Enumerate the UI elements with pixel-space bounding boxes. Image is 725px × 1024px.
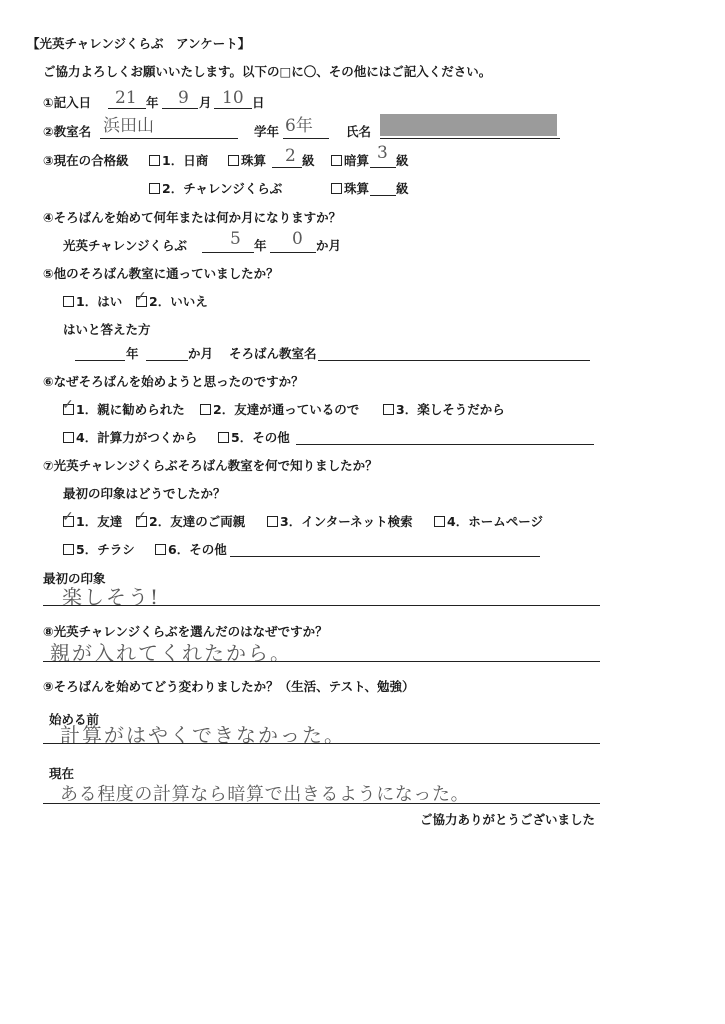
q8-answer[interactable]: 親が入れてくれたから。 — [50, 641, 292, 665]
q4-months-unit: か月 — [316, 238, 342, 253]
q3-anzan[interactable]: 暗算 — [331, 153, 369, 169]
q3-opt1[interactable]: 1．日商 — [149, 153, 208, 169]
q1-month-value[interactable]: 9 — [178, 88, 189, 108]
q3-anzan-level[interactable]: 3 — [377, 143, 388, 163]
check-mark-icon: ✓ — [135, 509, 147, 525]
q7-opt1-checkbox[interactable] — [62, 509, 74, 527]
q4-years-unit: 年 — [254, 238, 267, 253]
before-label: 始める前 — [49, 712, 100, 727]
q6-opt1[interactable]: ✓ 1．親に勧められた — [62, 397, 185, 417]
q7-opt1[interactable]: ✓ 1．友達 — [62, 509, 123, 529]
q1-year-unit: 年 — [146, 95, 159, 110]
q5-opt2-checkbox[interactable] — [135, 289, 147, 307]
closing-text: ご協力ありがとうございました — [420, 812, 596, 827]
q7-opt4-checkbox[interactable] — [434, 516, 445, 527]
before-answer[interactable]: 計算がはやくできなかった。 — [60, 723, 346, 747]
impression-label: 最初の印象 — [43, 571, 106, 586]
q8-label: ⑧光英チャレンジくらぶを選んだのはなぜですか？ — [43, 624, 328, 639]
q7-opt5[interactable]: 5．チラシ — [63, 542, 135, 558]
q6-opt3[interactable]: 3．楽しそうだから — [383, 402, 505, 418]
q1-label: ①記入日 — [43, 95, 92, 110]
now-answer[interactable]: ある程度の計算なら暗算で出きるようになった。 — [60, 784, 470, 805]
q3-soroban-level[interactable]: 2 — [285, 146, 296, 166]
q6-opt2-checkbox[interactable] — [200, 404, 211, 415]
q3-opt2[interactable]: 2．チャレンジくらぶ — [149, 181, 282, 197]
name-redaction — [380, 114, 557, 136]
q3-soroban2-checkbox[interactable] — [331, 183, 342, 194]
q5-opt2[interactable]: ✓ 2．いいえ — [135, 289, 208, 309]
q2-grade-label: 学年 — [254, 124, 280, 139]
q2-classroom-label: ②教室名 — [43, 124, 92, 139]
q7-sub-label: 最初の印象はどうでしたか？ — [63, 486, 226, 501]
q3-anzan-checkbox[interactable] — [331, 155, 342, 166]
impression-answer[interactable]: 楽しそう! — [62, 585, 161, 609]
q3-soroban2[interactable]: 珠算 — [331, 181, 369, 197]
q7-opt6[interactable]: 6．その他 — [155, 542, 227, 558]
q5-years-unit: 年 — [126, 346, 139, 361]
q6-opt2[interactable]: 2．友達が通っているので — [200, 402, 359, 418]
q5-sub-label: はいと答えた方 — [63, 322, 151, 337]
q1-month-unit: 月 — [199, 95, 212, 110]
q2-name-label: 氏名 — [346, 124, 372, 139]
q2-classroom-value[interactable]: 浜田山 — [103, 116, 154, 136]
q1-year-value[interactable]: 21 — [115, 88, 137, 108]
q6-opt4[interactable]: 4．計算力がつくから — [63, 430, 197, 446]
now-label: 現在 — [49, 766, 75, 781]
q6-opt5-checkbox[interactable] — [218, 432, 229, 443]
q5-label: ⑤他のそろばん教室に通っていましたか？ — [43, 266, 279, 281]
q3-kyu2: 級 — [396, 153, 409, 168]
q6-opt1-checkbox[interactable] — [62, 397, 74, 415]
form-instructions: ご協力よろしくお願いいたします。以下の□に〇、その他にはご記入ください。 — [43, 64, 492, 79]
q1-day-value[interactable]: 10 — [222, 88, 244, 108]
q7-opt4[interactable]: 4．ホームページ — [434, 514, 543, 530]
q2-grade-value[interactable]: 6年 — [285, 116, 313, 136]
q5-months-unit: か月 — [188, 346, 214, 361]
q6-label: ⑥なぜそろばんを始めようと思ったのですか？ — [43, 374, 304, 389]
q7-opt6-checkbox[interactable] — [155, 544, 166, 555]
q6-opt4-checkbox[interactable] — [63, 432, 74, 443]
q7-opt2[interactable]: ✓ 2．友達のご両親 — [135, 509, 246, 529]
q7-label: ⑦光英チャレンジくらぶそろばん教室を何で知りましたか？ — [43, 458, 378, 473]
q6-opt3-checkbox[interactable] — [383, 404, 394, 415]
check-mark-icon: ✓ — [135, 289, 147, 305]
q3-label: ③現在の合格級 — [43, 153, 129, 168]
q4-club: 光英チャレンジくらぶ — [63, 238, 188, 253]
q7-opt5-checkbox[interactable] — [63, 544, 74, 555]
q5-opt1-checkbox[interactable] — [63, 296, 74, 307]
q3-kyu3: 級 — [396, 181, 409, 196]
q3-soroban[interactable]: 珠算 — [228, 153, 266, 169]
q3-soroban-checkbox[interactable] — [228, 155, 239, 166]
q9-label: ⑨そろばんを始めてどう変わりましたか？（生活、テスト、勉強） — [43, 679, 415, 694]
q7-opt2-checkbox[interactable] — [135, 509, 147, 527]
q3-opt2-checkbox[interactable] — [149, 183, 160, 194]
q7-opt3-checkbox[interactable] — [267, 516, 278, 527]
q4-months-value[interactable]: 0 — [292, 229, 303, 249]
form-title: 【光英チャレンジくらぶ アンケート】 — [27, 36, 251, 51]
check-mark-icon: ✓ — [62, 509, 74, 525]
q1-day-unit: 日 — [252, 95, 265, 110]
q4-label: ④そろばんを始めて何年または何か月になりますか？ — [43, 210, 342, 225]
q7-opt3[interactable]: 3．インターネット検索 — [267, 514, 413, 530]
q3-opt1-checkbox[interactable] — [149, 155, 160, 166]
q6-opt5[interactable]: 5．その他 — [218, 430, 290, 446]
q5-school-label: そろばん教室名 — [229, 346, 317, 361]
check-mark-icon: ✓ — [62, 397, 74, 413]
q4-years-value[interactable]: 5 — [230, 229, 241, 249]
q5-opt1[interactable]: 1．はい — [63, 294, 122, 310]
q3-kyu1: 級 — [302, 153, 315, 168]
